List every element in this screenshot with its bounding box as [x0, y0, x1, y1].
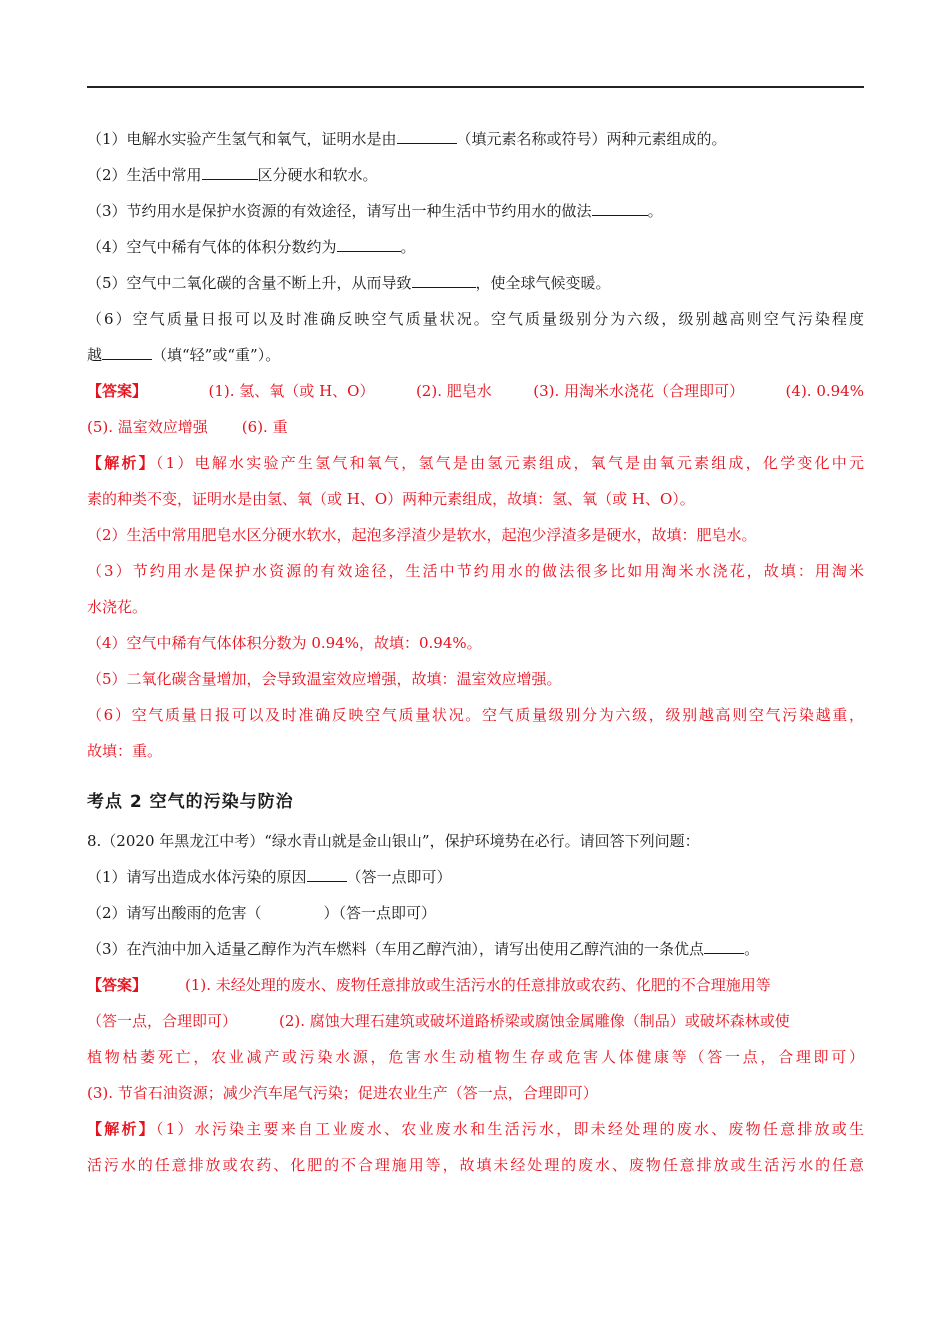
section-heading: 考点 2 空气的污染与防治	[87, 792, 294, 812]
q7-analysis-line-9: 故填：重。	[87, 742, 163, 760]
fill-blank[interactable]	[307, 867, 347, 882]
q7-analysis-line-1: 【解析】（1）电解水实验产生氢气和氧气，氢气是由氢元素组成，氧气是由氧元素组成，化学变化中元	[87, 454, 864, 472]
q7-answer-line-2	[87, 412, 864, 448]
answer-label: 【答案】	[87, 382, 148, 400]
answer-label: 【答案】	[87, 976, 148, 994]
q8-answer-line-3: 植物枯萎死亡，农业减产或污染水源，危害水生动植物生存或危害人体健康等（答一点，合理即可）	[87, 1048, 864, 1066]
q8-line-3: （3）在汽油中加入适量乙醇作为汽车燃料（车用乙醇汽油），请写出使用乙醇汽油的一条优点 。	[87, 940, 760, 958]
answer-item: (4). 0.94%	[785, 382, 864, 400]
q7-line-5: （5）空气中二氧化碳的含量不断上升，从而导致 ，使全球气候变暖。	[87, 274, 611, 292]
q7-analysis-line-5: 水浇花。	[87, 598, 148, 616]
q8-answer-line-4: (3). 节省石油资源；减少汽车尾气污染；促进农业生产（答一点，合理即可）	[87, 1084, 598, 1102]
fill-blank[interactable]	[202, 165, 258, 180]
header-rule	[87, 86, 864, 88]
q8-line-2: （2）请写出酸雨的危害（ ）（答一点即可）	[87, 904, 437, 922]
q7-answer-line-1	[87, 376, 864, 412]
q8-analysis-line-1: 【解析】（1）水污染主要来自工业废水、农业废水和生活污水，即未经处理的废水、废物任意排放或生	[87, 1120, 864, 1138]
q8-answer-line-2: （答一点，合理即可） (2). 腐蚀大理石建筑或破坏道路桥梁或腐蚀金属雕像（制品）或破坏森林或使	[87, 1012, 790, 1030]
fill-blank[interactable]	[102, 345, 152, 360]
analysis-label: 【解析】	[87, 454, 156, 472]
q8-analysis-line-2: 活污水的任意排放或农药、化肥的不合理施用等，故填未经处理的废水、废物任意排放或生活污水的任意	[87, 1156, 864, 1174]
fill-blank[interactable]	[397, 129, 457, 144]
q8-line-1: （1）请写出造成水体污染的原因 （答一点即可）	[87, 868, 452, 886]
q7-analysis-line-8: （6）空气质量日报可以及时准确反映空气质量状况。空气质量级别分为六级，级别越高则空气污染越重，	[87, 706, 864, 724]
q7-analysis-line-7: （5）二氧化碳含量增加，会导致温室效应增强，故填：温室效应增强。	[87, 670, 562, 688]
fill-blank[interactable]	[412, 273, 476, 288]
answer-item: (2). 肥皂水	[415, 382, 492, 400]
q7-line-1: （1）电解水实验产生氢气和氧气，证明水是由 （填元素名称或符号）两种元素组成的。	[87, 130, 727, 148]
q7-analysis-line-3: （2）生活中常用肥皂水区分硬水软水，起泡多浮渣少是软水，起泡少浮渣多是硬水，故填：肥皂水。	[87, 526, 757, 544]
q7-analysis-line-4: （3）节约用水是保护水资源的有效途径，生活中节约用水的做法很多比如用淘米水浇花，故填：用淘米	[87, 562, 864, 580]
answer-item: (3). 用淘米水浇花（合理即可）	[533, 382, 745, 400]
analysis-label: 【解析】	[87, 1120, 156, 1138]
q7-line-3: （3）节约用水是保护水资源的有效途径，请写出一种生活中节约用水的做法 。	[87, 202, 663, 220]
q7-analysis-line-6: （4）空气中稀有气体体积分数为 0.94%，故填：0.94%。	[87, 634, 482, 652]
q8-answer-line-1: 【答案】 (1). 未经处理的废水、废物任意排放或生活污水的任意排放或农药、化肥的不合理施用等	[87, 976, 771, 994]
q7-line-4: （4）空气中稀有气体的体积分数约为 。	[87, 238, 416, 256]
answer-item: (5). 温室效应增强	[87, 418, 208, 436]
answer-item: (6). 重	[241, 418, 288, 436]
q7-line-7: 越 （填“轻”或“重”）。	[87, 346, 281, 364]
fill-blank[interactable]	[337, 237, 401, 252]
fill-blank[interactable]	[592, 201, 648, 216]
q7-line-2: （2）生活中常用 区分硬水和软水。	[87, 166, 378, 184]
answer-item: (1). 氢、氧（或 H、O）	[208, 382, 375, 400]
document-body	[87, 124, 864, 1186]
fill-blank[interactable]	[704, 939, 744, 954]
q7-analysis-line-2: 素的种类不变，证明水是由氢、氧（或 H、O）两种元素组成，故填：氢、氧（或 H、O）。	[87, 490, 695, 508]
q8-title: 8.（2020 年黑龙江中考）“绿水青山就是金山银山”，保护环境势在必行。请回答下列问题：	[87, 832, 700, 850]
q7-line-6: （6）空气质量日报可以及时准确反映空气质量状况。空气质量级别分为六级，级别越高则空气污染程度	[87, 310, 864, 328]
